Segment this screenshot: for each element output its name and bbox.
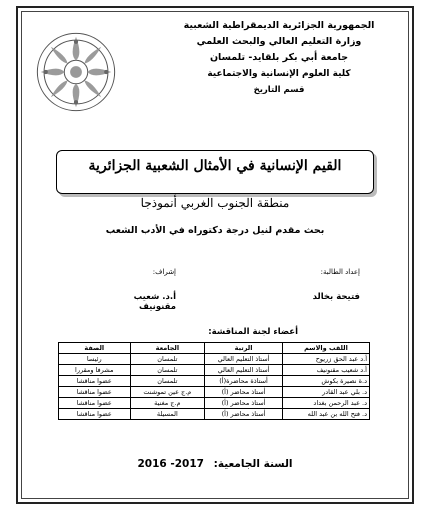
member-rank: أستاذ محاضر (أ)	[205, 387, 283, 398]
student-block	[313, 268, 360, 302]
header-role: الصفة	[59, 343, 131, 354]
member-university: تلمسان	[130, 365, 205, 376]
ministry-line: وزارة التعليم العالي والبحث العلمي	[196, 36, 362, 47]
member-university: م.ج عين تموشنت	[130, 387, 205, 398]
member-rank: أستاذ التعليم العالي	[205, 354, 283, 365]
table-row	[59, 387, 370, 398]
member-role: عضوا مناقشا	[59, 409, 131, 420]
academic-year	[0, 458, 430, 470]
member-role: مشرفا ومقررا	[59, 365, 131, 376]
member-role: عضوا مناقشا	[59, 387, 131, 398]
supervisor-block	[96, 268, 176, 312]
member-rank: أستاذ محاضر (أ)	[205, 398, 283, 409]
thesis-title-box	[56, 150, 374, 194]
member-university: المسيلة	[130, 409, 205, 420]
department-line: قسم التاريخ	[253, 85, 305, 95]
header-rank: الرتبة	[205, 343, 283, 354]
student-name: فتيحة بخالد	[312, 292, 360, 302]
university-seal-icon	[34, 30, 118, 114]
supervisor-label: إشراف:	[152, 268, 176, 276]
committee-table	[58, 342, 370, 420]
member-name: د. بلي عبد القادر	[282, 387, 369, 398]
member-rank: أستاذ التعليم العالي	[205, 365, 283, 376]
table-row	[59, 398, 370, 409]
member-name: د. فتح الله بن عبد الله	[282, 409, 369, 420]
republic-line: الجمهورية الجزائرية الديمقراطية الشعبية	[183, 20, 375, 31]
university-line: جامعة أبي بكر بلقايد- تلمسان	[209, 52, 349, 63]
member-university: تلمسان	[130, 376, 205, 387]
member-name: أ.د عبد الحق زريوح	[282, 354, 369, 365]
header-name: اللقب والاسم	[282, 343, 369, 354]
member-role: عضوا مناقشا	[59, 398, 131, 409]
thesis-title: القيم الإنسانية في الأمثال الشعبية الجزائرية	[88, 158, 342, 174]
academic-year-label: السنة الجامعية:	[213, 458, 293, 470]
institution-header	[164, 18, 394, 98]
member-role: عضوا مناقشا	[59, 376, 131, 387]
member-university: تلمسان	[130, 354, 205, 365]
table-row	[59, 376, 370, 387]
table-row	[59, 409, 370, 420]
member-name: أ.د شعيب مقنونيف	[282, 365, 369, 376]
table-row	[59, 354, 370, 365]
member-role: رئيسا	[59, 354, 131, 365]
research-purpose-line: بحث مقدم لنيل درجة دكتوراه في الأدب الشعب	[105, 225, 325, 236]
member-rank: أستاذة محاضرة(أ)	[205, 376, 283, 387]
faculty-line: كلية العلوم الإنسانية والاجتماعية	[207, 69, 351, 79]
academic-year-value: 2016 -2017	[137, 458, 204, 470]
committee-title: أعضاء لجنة المناقشة:	[208, 327, 298, 337]
header-university: الجامعة	[130, 343, 205, 354]
member-university: م.ج مغنية	[130, 398, 205, 409]
student-label: إعداد الطالبة:	[320, 268, 360, 276]
committee-header-row	[59, 343, 370, 354]
table-row	[59, 365, 370, 376]
member-name: د.ة نصيرة بكوش	[282, 376, 369, 387]
member-rank: أستاذ محاضر (أ)	[205, 409, 283, 420]
member-name: د. عبد الرحمن بغداد	[282, 398, 369, 409]
thesis-subtitle: منطقة الجنوب الغربي أنموذجا	[140, 196, 290, 210]
supervisor-name: أ.د. شعيب مقنونيف	[133, 292, 176, 312]
